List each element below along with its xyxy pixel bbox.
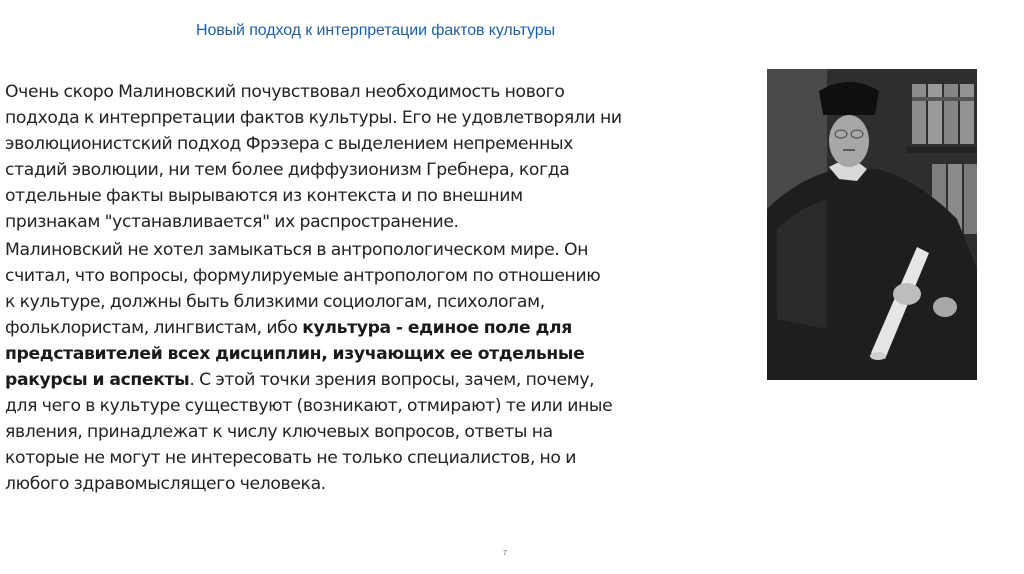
text-emphasis: ракурсы и аспекты: [5, 370, 190, 390]
text-emphasis: представителей всех дисциплин, изучающих ее отдельные: [5, 344, 585, 364]
paragraph-1: [5, 79, 645, 235]
text-normal: . С этой точки зрения вопросы, зачем, почему,: [189, 370, 595, 390]
page-number: 7: [503, 550, 507, 557]
body-text: [5, 79, 645, 499]
text-line: для чего в культуре существуют (возникают, отмирают) те или иные: [5, 396, 613, 416]
text-line: любого здравомыслящего человека.: [5, 474, 326, 494]
portrait-photo: [767, 69, 977, 380]
text-line: признакам "устанавливается" их распространение.: [5, 212, 459, 232]
slide-title: Новый подход к интерпретации фактов культуры: [196, 22, 555, 39]
text-line: явления, принадлежат к числу ключевых вопросов, ответы на: [5, 422, 553, 442]
text-normal: фольклористам, лингвистам, ибо: [5, 318, 303, 338]
text-line: эволюционистский подход Фрэзера с выделением непременных: [5, 134, 574, 154]
paragraph-2: [5, 237, 645, 497]
text-emphasis: культура - единое поле для: [302, 318, 572, 338]
text-line: [5, 367, 645, 393]
text-line: Очень скоро Малиновский почувствовал необходимость нового: [5, 82, 565, 102]
text-line: подхода к интерпретации фактов культуры. Его не удовлетворяли ни: [5, 108, 622, 128]
text-line: отдельные факты вырываются из контекста и по внешним: [5, 186, 523, 206]
text-line: которые не могут не интересовать не только специалистов, но и: [5, 448, 577, 468]
text-line: к культуре, должны быть близкими социологам, психологам,: [5, 292, 545, 312]
text-line: стадий эволюции, ни тем более диффузионизм Гребнера, когда: [5, 160, 570, 180]
text-line: считал, что вопросы, формулируемые антропологом по отношению: [5, 266, 601, 286]
portrait-photo-icon: [767, 69, 977, 380]
text-line: Малиновский не хотел замыкаться в антропологическом мире. Он: [5, 240, 589, 260]
text-line: [5, 341, 645, 367]
text-line: [5, 315, 645, 341]
